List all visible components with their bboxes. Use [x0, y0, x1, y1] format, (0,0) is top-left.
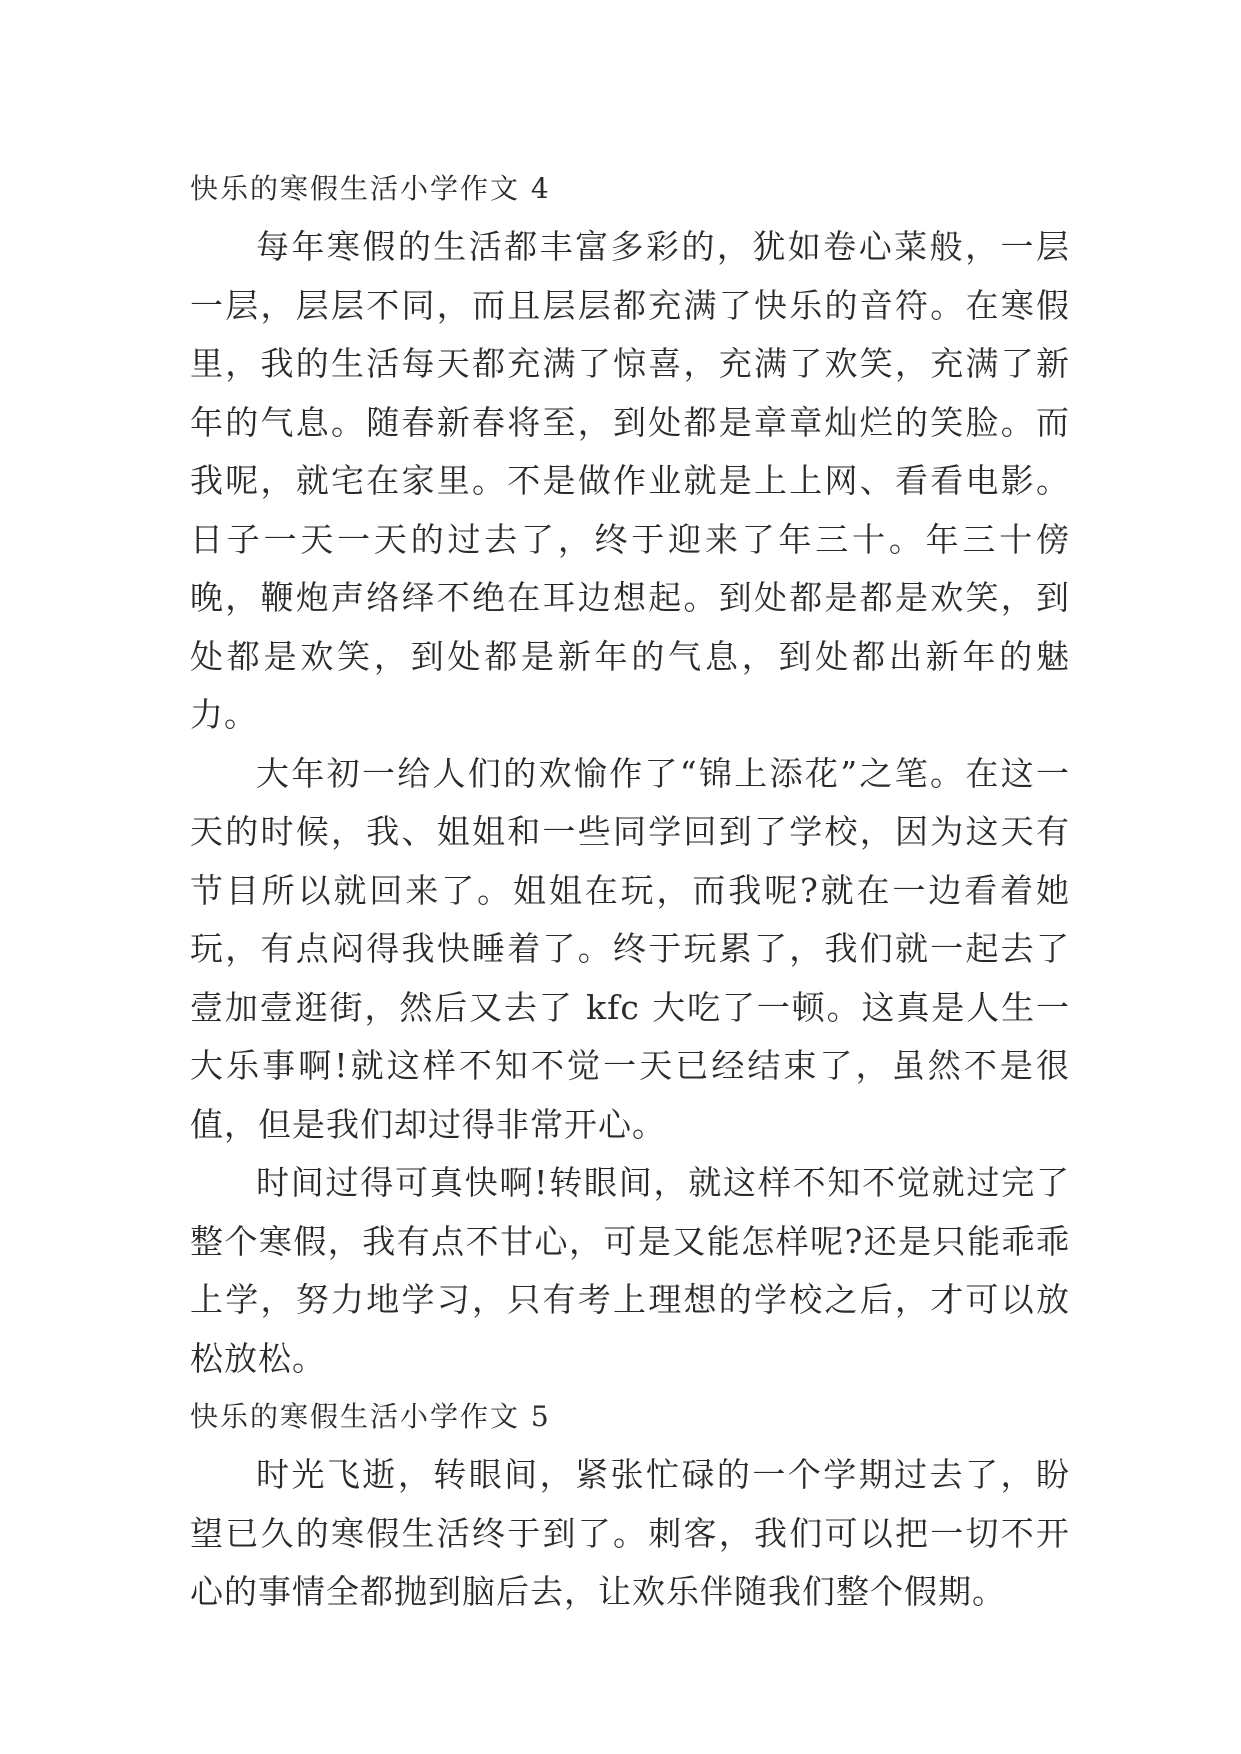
paragraph: 大年初一给人们的欢愉作了“锦上添花”之笔。在这一天的时候，我、姐姐和一些同学回到了学校，因为这天有节目所以就回来了。姐姐在玩，而我呢?就在一边看着她玩，有点闷得我快睡着了。终于玩累了，我们就一起去了壹加壹逛街，然后又去了 kfc 大吃了一顿。这真是人生一大乐事啊!就这样不知不觉一天已经结束了，虽然不是很值，但是我们却过得非常开心。	[190, 753, 1070, 1144]
paragraph: 时间过得可真快啊!转眼间，就这样不知不觉就过完了整个寒假，我有点不甘心，可是又能怎样呢?还是只能乖乖上学，努力地学习，只有考上理想的学校之后，才可以放松放松。	[190, 1163, 1070, 1378]
section-title-4: 快乐的寒假生活小学作文 4	[190, 172, 551, 205]
paragraph: 每年寒假的生活都丰富多彩的，犹如卷心菜般，一层一层，层层不同，而且层层都充满了快乐的音符。在寒假里，我的生活每天都充满了惊喜，充满了欢笑，充满了新年的气息。随春新春将至，到处都是章章灿烂的笑脸。而我呢，就宅在家里。不是做作业就是上上网、看看电影。日子一天一天的过去了，终于迎来了年三十。年三十傍晚，鞭炮声络绎不绝在耳边想起。到处都是都是欢笑，到处都是欢笑，到处都是新年的气息，到处都出新年的魅力。	[190, 227, 1070, 734]
paragraph: 时光飞逝，转眼间，紧张忙碌的一个学期过去了，盼望已久的寒假生活终于到了。刺客，我们可以把一切不开心的事情全都抛到脑后去，让欢乐伴随我们整个假期。	[190, 1455, 1070, 1611]
document-page	[190, 160, 1070, 1622]
section-title-5: 快乐的寒假生活小学作文 5	[190, 1400, 551, 1433]
